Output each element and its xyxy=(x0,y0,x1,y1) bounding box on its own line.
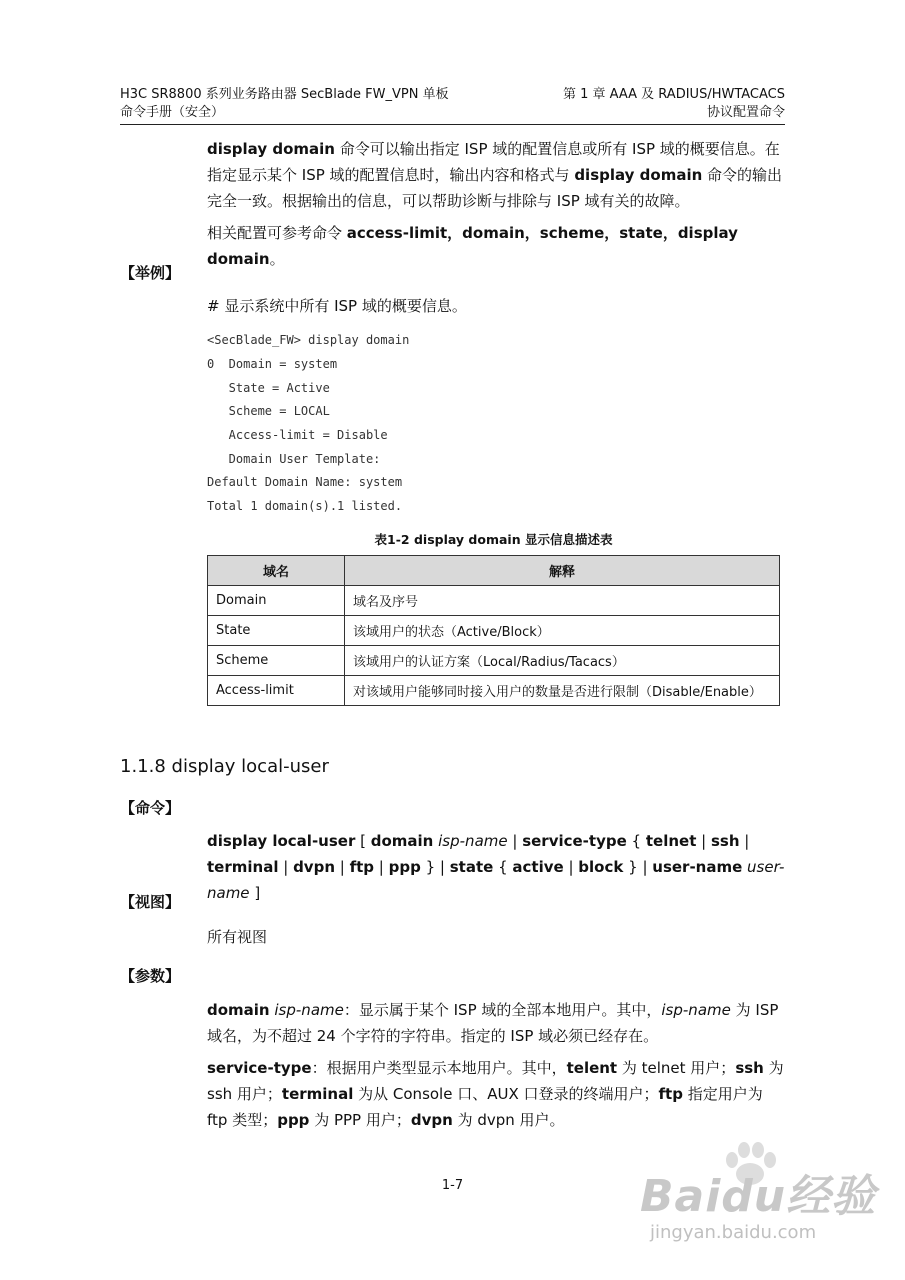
code-line-5: Access-limit = Disable xyxy=(207,428,388,442)
header-chapter: 第 1 章 AAA 及 RADIUS/HWTACACS xyxy=(562,87,785,102)
header-doc-title: H3C SR8800 系列业务路由器 SecBlade FW_VPN 单板 xyxy=(120,87,449,102)
code-line-1: <SecBlade_FW> display domain xyxy=(207,333,410,347)
syn-punct: | xyxy=(563,858,579,876)
code-line-3: State = Active xyxy=(207,381,330,395)
intro-text-b: 命令的输出完全一致。根据输出的信息，可以帮助诊断与排除与 ISP 域有关的故障。 xyxy=(207,166,783,210)
param-text: ：根据用户类型显示本地用户。其中， xyxy=(311,1059,567,1077)
table-cell-field: State xyxy=(208,616,345,646)
table-row xyxy=(208,616,780,646)
table-row xyxy=(208,586,780,616)
syn-punct: | xyxy=(507,832,523,850)
param-arg-isp-name: isp-name xyxy=(269,1001,344,1019)
param-arg-isp-name-2: isp-name xyxy=(661,1001,731,1019)
param-kw-ftp: ftp xyxy=(658,1085,683,1103)
table-caption: 表1-2 display domain 显示信息描述表 xyxy=(374,532,613,547)
param-kw-domain: domain xyxy=(207,1001,270,1019)
table-header-desc: 解释 xyxy=(345,556,780,586)
code-line-4: Scheme = LOCAL xyxy=(207,404,330,418)
header-left xyxy=(120,86,449,122)
param-text: ：显示属于某个 ISP 域的全部本地用户。其中， xyxy=(343,1001,662,1019)
param-kw-dvpn: dvpn xyxy=(410,1111,453,1129)
table-cell-field: Domain xyxy=(208,586,345,616)
code-line-2: 0 Domain = system xyxy=(207,357,338,371)
syn-punct: | xyxy=(696,832,711,850)
syn-kw-user-name: user-name xyxy=(652,858,743,876)
view-text: 所有视图 xyxy=(207,928,268,946)
table-cell-desc: 该域用户的状态（Active/Block） xyxy=(345,616,780,646)
related-text-a: 相关配置可参考命令 xyxy=(207,224,347,242)
table-row xyxy=(208,676,780,706)
table-header-field: 域名 xyxy=(208,556,345,586)
code-line-7: Default Domain Name: system xyxy=(207,475,403,489)
syn-arg-user-name: user-name xyxy=(207,858,785,902)
syn-kw-dvpn: dvpn xyxy=(293,858,335,876)
header-chapter-subtitle: 协议配置命令 xyxy=(706,105,785,120)
intro-cmd-2: display domain xyxy=(574,166,703,184)
watermark-url: jingyan.baidu.com xyxy=(650,1222,817,1243)
table-header-row xyxy=(208,556,780,586)
page-number: 1-7 xyxy=(441,1178,464,1193)
param-text: 为 telnet 用户； xyxy=(617,1059,736,1077)
table-row xyxy=(208,646,780,676)
command-syntax xyxy=(207,828,785,906)
syn-kw-terminal: terminal xyxy=(207,858,279,876)
baidu-watermark xyxy=(600,1140,885,1260)
table-cell-field: Scheme xyxy=(208,646,345,676)
syn-kw-service-type: service-type xyxy=(522,832,627,850)
param-text: 为 ISP 域名，为不超过 24 个字符的字符串。指定的 ISP 域必须已经存在。 xyxy=(207,1001,779,1045)
table-cell-field: Access-limit xyxy=(208,676,345,706)
view-heading: 【视图】 xyxy=(120,893,181,911)
code-line-8: Total 1 domain(s).1 listed. xyxy=(207,499,403,513)
param-text: 为 dvpn 用户。 xyxy=(452,1111,565,1129)
syn-kw-ftp: ftp xyxy=(349,858,375,876)
description-table xyxy=(207,555,780,706)
param-text: 为 ssh 用户； xyxy=(207,1059,784,1103)
header-rule xyxy=(120,124,785,125)
syn-punct: | xyxy=(278,858,294,876)
related-commands xyxy=(207,220,785,272)
intro-paragraph xyxy=(207,136,785,214)
param-domain xyxy=(207,997,785,1049)
param-kw-ppp: ppp xyxy=(277,1111,310,1129)
table-cell-desc: 对该域用户能够同时接入用户的数量是否进行限制（Disable/Enable） xyxy=(345,676,780,706)
syn-kw-ppp: ppp xyxy=(388,858,421,876)
syn-punct: | xyxy=(335,858,350,876)
syn-kw-ssh: ssh xyxy=(710,832,740,850)
example-description: # 显示系统中所有 ISP 域的概要信息。 xyxy=(207,297,467,315)
section-title: 1.1.8 display local-user xyxy=(120,756,329,777)
watermark-logo: Baidu经验 xyxy=(640,1171,877,1222)
table-cell-desc: 该域用户的认证方案（Local/Radius/Tacacs） xyxy=(345,646,780,676)
header-right xyxy=(563,86,785,122)
command-heading: 【命令】 xyxy=(120,799,181,817)
syn-kw-block: block xyxy=(578,858,624,876)
syn-punct: } | xyxy=(623,858,653,876)
example-heading: 【举例】 xyxy=(120,264,181,282)
syn-punct: { xyxy=(493,858,513,876)
param-heading: 【参数】 xyxy=(120,967,181,985)
syn-kw-state: state xyxy=(449,858,494,876)
syn-punct: } | xyxy=(420,858,450,876)
param-text: 为从 Console 口、AUX 口登录的终端用户； xyxy=(353,1085,659,1103)
intro-cmd: display domain xyxy=(207,140,335,158)
param-kw-service-type: service-type xyxy=(207,1059,312,1077)
syn-punct: { xyxy=(626,832,646,850)
syn-punct: | xyxy=(374,858,389,876)
intro-text-a: 命令可以输出指定 ISP 域的配置信息或所有 ISP 域的概要信息。在指定显示某个 ISP 域的配置信息时，输出内容和格式与 xyxy=(207,140,780,184)
syn-kw-telnet: telnet xyxy=(645,832,697,850)
syn-kw-active: active xyxy=(512,858,564,876)
table-cell-desc: 域名及序号 xyxy=(345,586,780,616)
param-kw-telent: telent xyxy=(566,1059,618,1077)
param-kw-terminal: terminal xyxy=(281,1085,354,1103)
param-text: 为 PPP 用户； xyxy=(309,1111,411,1129)
syn-arg-isp-name: isp-name xyxy=(433,832,508,850)
syn-punct: | xyxy=(739,832,750,850)
syn-kw-domain: domain xyxy=(370,832,434,850)
syn-punct: ] xyxy=(249,884,261,902)
related-cmd-list: access-limit，domain，scheme，state，display domain xyxy=(207,224,738,268)
related-text-b: 。 xyxy=(269,250,285,268)
param-text: 指定用户为 ftp 类型； xyxy=(207,1085,763,1129)
header-doc-subtitle: 命令手册（安全） xyxy=(120,105,225,120)
code-line-6: Domain User Template: xyxy=(207,452,381,466)
syn-punct: [ xyxy=(355,832,371,850)
syn-cmd: display local-user xyxy=(207,832,356,850)
param-kw-ssh: ssh xyxy=(735,1059,764,1077)
param-service-type xyxy=(207,1055,785,1133)
